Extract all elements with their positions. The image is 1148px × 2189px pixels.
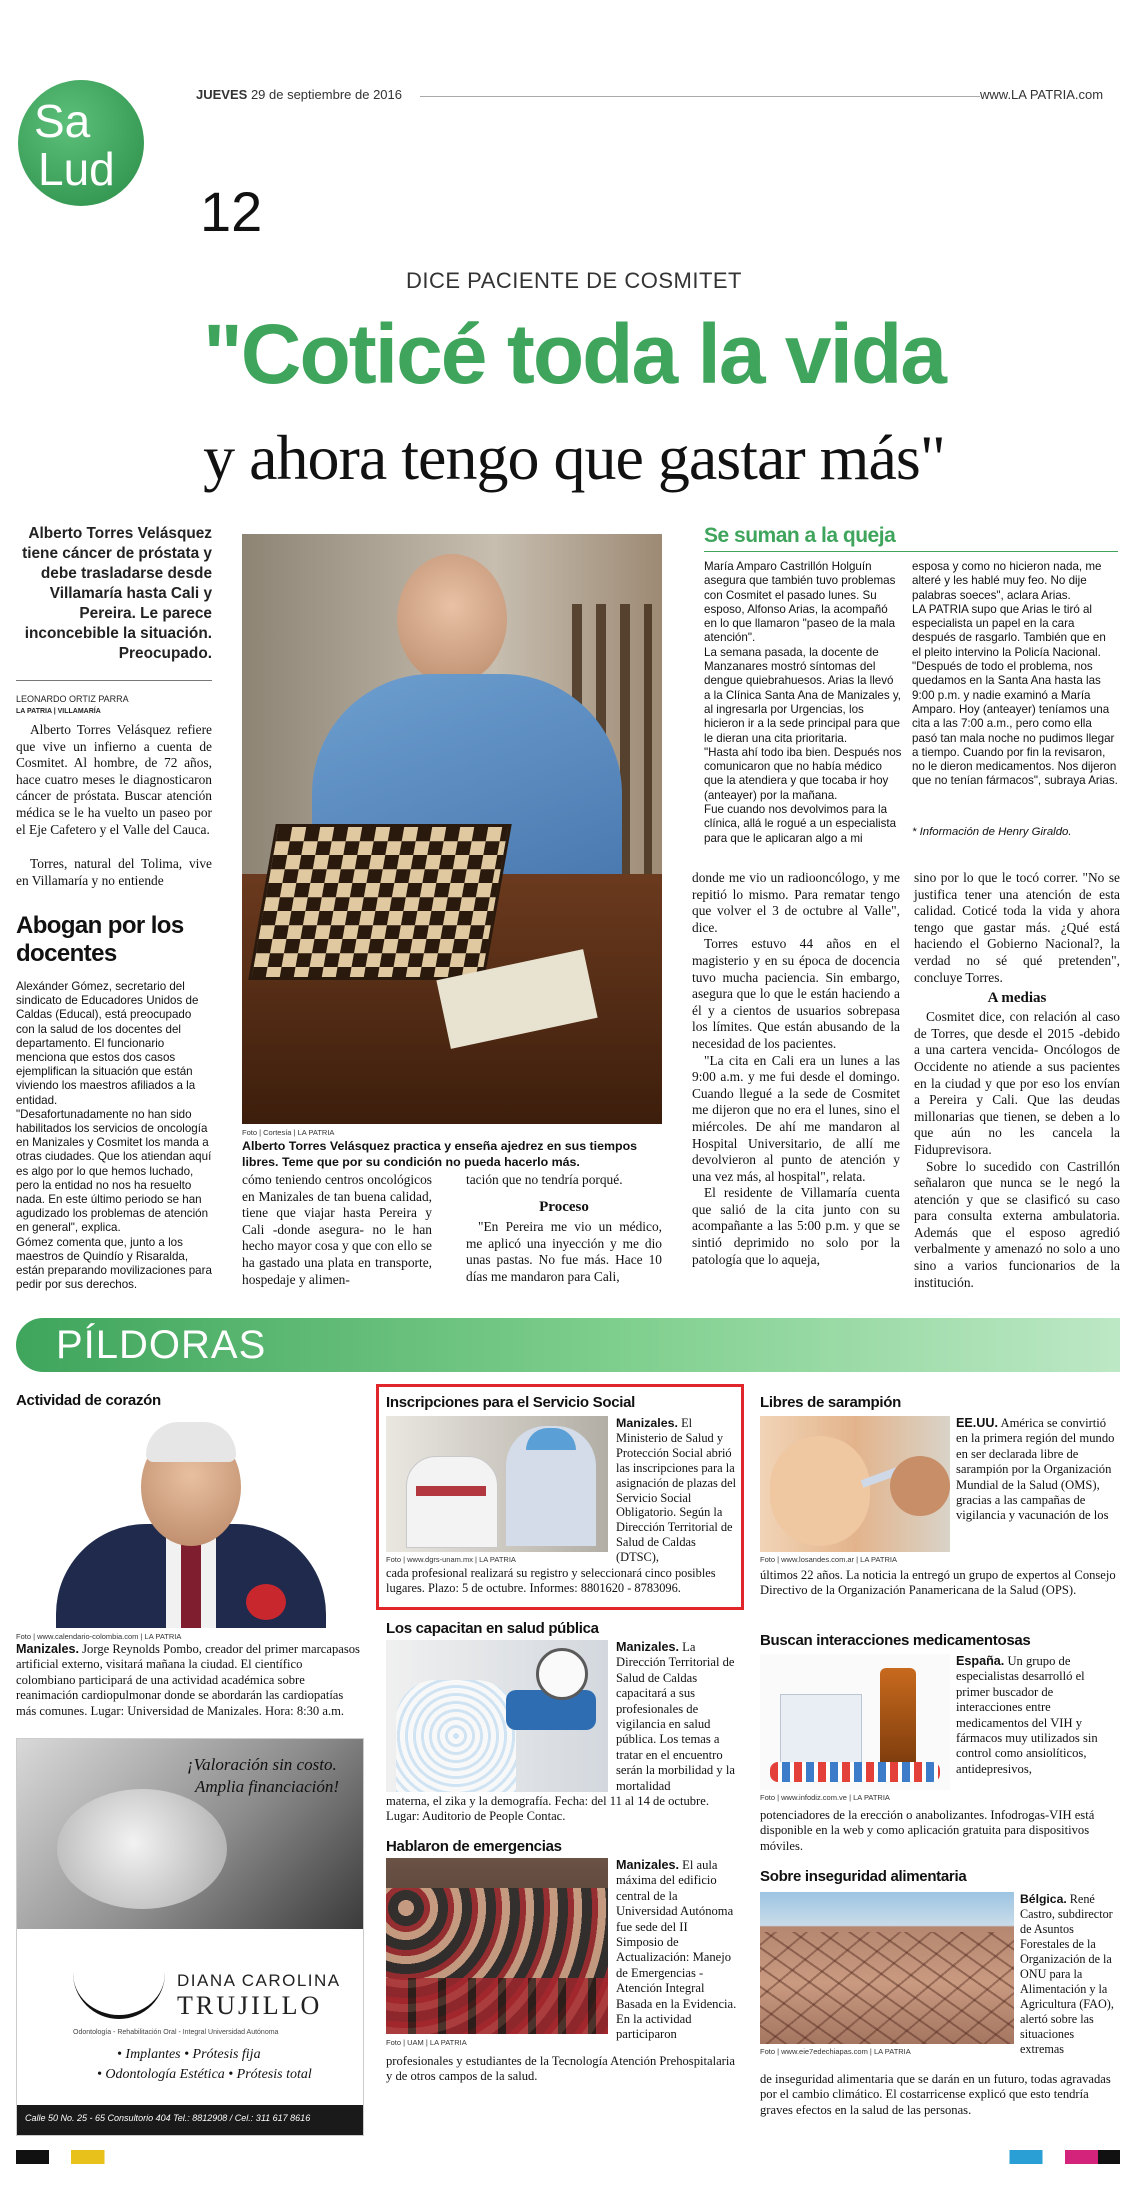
pildora-emergencias-credit: Foto | UAM | LA PATRIA [386, 2038, 467, 2047]
photo-red-stripe [416, 1486, 486, 1496]
queja-col-a: María Amparo Castrillón Holguín asegura que también tuvo problemas con Cosmitet el pasado lunes. Su esposo, Alfonso Arias, la acompañó en lo que llamaron "paseo de la mala atención". La semana pasada, la docente de Manzanares mostró síntomas del dengue quiebrahuesos. Arias la llevó a la Clínica Santa Ana de Manizales y, al ingresarla por Urgencias, los hicieron ir a la sede principal para que le dieran una cita prioritaria. "Hasta ahí todo iba bien. Después nos comunicaron que no había médico que la atendiera y que tocaba ir hoy (anteayer) por la mañana. Fue cuando nos devolvimos para la clínica, allá le rogué a un especialista para que le aplicaran algo a mi [704, 560, 902, 845]
ad-patient-face [57, 1789, 227, 1909]
main-photo-credit: Foto | Cortesía | LA PATRIA [242, 1128, 335, 1137]
author-name: LEONARDO ORTIZ PARRA [16, 694, 129, 704]
article-col1b: Torres, natural del Tolima, vive en Villamaría y no entiende [16, 856, 212, 888]
pildora-capacitan-text [616, 1640, 738, 1794]
queja-col-b: esposa y como no hicieron nada, me alteré y les hablé muy feo. No dije palabras soeces", aclara Arias. LA PATRIA supo que Arias le tiró al especialista un papel en la cara después de rasgarlo. También que en el pleito intervino la Policía Nacional. "Después de todo el problema, nos quedamos en la Santa Ana hasta las 9:00 p.m. y nadie examinó a María Amparo. Hoy (anteayer) teníamos una cita a las 7:00 a.m., pero como ella pasó tan mala noche no pudimos llegar a tiempo. Cuando por fin la revisaron, no le dieron medicamentos. Nos dijeron que no tenían fármacos", subraya Arias. [912, 560, 1118, 788]
pildora-sarampion-text [956, 1416, 1120, 1524]
interacciones-place: España. [956, 1654, 1005, 1668]
col4-p2: Torres estuvo 44 años en el magisterio y en su época de docencia tuvo mucha paciencia. Sin embargo, asegura que lo que le están haciendo a él y a cientos de usuarios sobrepasa los límites. Que están abusando de la necesidad de los pacientes. [692, 936, 900, 1051]
alimentaria-body: René Castro, subdirector de Asuntos Forestales de la Organización de la ONU para la Alimentación y la Agricultura (FAO), alertó sobre las situaciones extremas [1020, 1892, 1114, 2056]
col5-p1: sino por lo que le tocó correr. "No se justifica tener una atención de esta calidad. Coticé toda la vida y ahora tengo que gastar más. ¿Qué está haciendo el Gobierno Nacional?, la verdad no sé qué pretenden", concluye Torres. [914, 870, 1120, 985]
photo-man-head [397, 554, 507, 684]
pildora-alimentaria-text [1020, 1892, 1120, 2057]
photo-patient [406, 1456, 498, 1548]
section-badge-line1: Sa [34, 95, 91, 147]
interacciones-body: Un grupo de especialistas desarrolló el primer buscador de interacciones entre medicamentos del VIH y fármacos muy utilizados sin control como ansiolíticos, antidepresivos, [956, 1654, 1098, 1776]
pildora-emergencias-photo [386, 1858, 608, 2034]
ad-name-1: DIANA CAROLINA [177, 1971, 341, 1990]
pildora-alimentaria-credit: Foto | www.eie7edechiapas.com | LA PATRIA [760, 2047, 911, 2056]
col5-p3: Sobre lo sucedido con Castrillón señalaron que nunca se le negó la atención y que se clasificó su caso para consulta externa ambulatoria. Además que el esposo agredió verbalmente y amenazó no solo a uno sino a varios funcionarios de la institución. [914, 1158, 1120, 1290]
sarampion-place: EE.UU. [956, 1416, 998, 1430]
photo-arm [770, 1436, 870, 1546]
photo-box [780, 1694, 862, 1766]
subhead-medias: A medias [987, 990, 1047, 1007]
pildora-interacciones-text2: potenciadores de la erección o anabolizantes. Infodrogas-VIH está disponible en la web y como aplicación gratuita para dispositivos móviles. [760, 1808, 1095, 1853]
queja-rule [704, 551, 1118, 552]
pildora-sarampion-photo [760, 1416, 950, 1552]
photo-heart-model [246, 1584, 286, 1620]
photo-hand [890, 1456, 950, 1516]
pildora-emergencias-title: Hablaron de emergencias [386, 1838, 562, 1855]
pildora-capacitan-photo [386, 1640, 608, 1792]
col5-p2: Cosmitet dice, con relación al caso de Torres, que desde el 2015 -debido a una cartera vencida- Oncólogos de Occidente no atiende a sus pacientes en la ciudad y que por eso los envían a Pereira y Cali. Que las deudas millonarias que tienen, se deben a lo que aún no les cancela la Fiduprevisora. [914, 1009, 1120, 1157]
alimentaria-place: Bélgica. [1020, 1892, 1067, 1906]
pildora-interacciones-credit: Foto | www.infodiz.com.ve | LA PATRIA [760, 1793, 890, 1802]
pildora-capacitan-title: Los capacitan en salud pública [386, 1620, 599, 1637]
photo-pills [770, 1762, 940, 1782]
pildora-servicio-photo [386, 1416, 608, 1552]
col4-p1: donde me vio un radiooncólogo, y me repitió lo mismo. Para rematar tengo que volver el 3 de octubre al Valle", dice. [692, 870, 900, 935]
photo-tie [181, 1539, 201, 1628]
queja-note: * Información de Henry Giraldo. [912, 826, 1072, 838]
article-col3: tación que no tendría porqué. [466, 1172, 623, 1187]
article-col4 [692, 870, 900, 1268]
col4-p4: El residente de Villamaría cuenta que salió de la cita junto con su acompañante a las 5:00 p.m. y que se sintió deprimido no solo por la patología que lo aqueja, [692, 1185, 900, 1267]
article-lead: Alberto Torres Velásquez tiene cáncer de próstata y debe trasladarse desde Villamaría hasta Cali y Pereira. Le parece inconcebible la situación. Preocupado. [22, 525, 212, 662]
emergencias-body: El aula máxima del edificio central de la Universidad Autónoma fue sede del II Simposio de Actualización: Manejo de Emergencias - Atención Integral Basada en la Evidencia. En la actividad participaron [616, 1858, 737, 2042]
masthead-site: www.LA PATRIA.com [980, 87, 1104, 102]
docentes-p1: Alexánder Gómez, secretario del sindicato de Educadores Unidos de Caldas (Educal), está preocupado con la salud de los docentes del departamento. El funcionario menciona que estos dos casos ejemplifican la situación que están viviendo los maestros afiliados a la entidad. [16, 980, 199, 1107]
ad-bullets-2: • Odontología Estética • Prótesis total [97, 2067, 312, 2082]
sidebar-queja-title: Se suman a la queja [704, 524, 896, 547]
pildora-sarampion-credit: Foto | www.losandes.com.ar | LA PATRIA [760, 1555, 898, 1564]
photo-hair [146, 1422, 236, 1462]
author-desk: LA PATRIA | VILLAMARÍA [16, 708, 101, 715]
print-color-bar [16, 2150, 1120, 2164]
pildora-servicio-text2: cada profesional realizará su registro y seleccionará cinco posibles lugares. Plazo: 5 de octubre. Informes: 8801620 - 8783096. [386, 1566, 716, 1595]
pildora-alimentaria-title: Sobre inseguridad alimentaria [760, 1868, 967, 1885]
photo-seats [386, 1978, 608, 2034]
corazon-body: Jorge Reynolds Pombo, creador del primer marcapasos artificial externo, visitará mañana la ciudad. El científico colombiano participará de una actividad académica sobre reanimación cardiopulmonar donde se abordarán las cardiopatías más comunes. Lugar: Universidad de Manizales. Hora: 8:30 a.m. [16, 1642, 360, 1718]
subhead-proceso: Proceso [539, 1199, 589, 1215]
pildora-sarampion-text2: últimos 22 años. La noticia la entregó un grupo de expertos al Consejo Directivo de la Organización Panamericana de la Salud (OPS). [760, 1568, 1116, 1598]
pildora-alimentaria-photo [760, 1892, 1014, 2044]
pildora-interacciones-title: Buscan interacciones medicamentosas [760, 1632, 1031, 1649]
masthead-date-line [196, 87, 402, 102]
photo-gauge [536, 1648, 588, 1700]
headline-line2: y ahora tengo que gastar más" [203, 422, 945, 493]
ad-name-2: TRUJILLO [177, 1991, 323, 2020]
masthead-rule [420, 96, 980, 97]
servicio-place: Manizales. [616, 1416, 678, 1430]
article-col5 [914, 870, 1120, 1291]
capacitan-body: La Dirección Territorial de Salud de Caldas capacitará a sus profesionales de vigilancia en salud pública. Los temas a tratar en el encuentro serán la morbilidad y la mortalidad [616, 1640, 735, 1793]
pildora-interacciones-text [956, 1654, 1120, 1777]
pildora-servicio-title: Inscripciones para el Servicio Social [386, 1394, 636, 1411]
ad-headline-2: Amplia financiación! [195, 1777, 340, 1796]
photo-patient-gown [396, 1680, 516, 1792]
photo-chessboard [248, 824, 512, 980]
pildora-interacciones-photo [760, 1654, 950, 1790]
pildora-corazon-credit: Foto | www.calendario-colombia.com | LA PATRIA [16, 1632, 182, 1641]
ad-logo-icon [73, 1971, 165, 2019]
masthead-day: JUEVES [196, 87, 248, 102]
pildora-servicio-credit: Foto | www.dgrs-unam.mx | LA PATRIA [386, 1555, 516, 1564]
main-photo-caption: Alberto Torres Velásquez practica y enseña ajedrez en sus tiempos libres. Teme que por su condición no pueda hacerlo más. [242, 1139, 638, 1169]
pildora-corazon-photo [16, 1414, 362, 1628]
ad-address: Calle 50 No. 25 - 65 Consultorio 404 Tel.: 8812908 / Cel.: 311 617 8616 [25, 2113, 311, 2123]
servicio-body: El Ministerio de Salud y Protección Social abrió las inscripciones para la asignación de plazas del Servicio Social Obligatorio. Según la Dirección Territorial de Salud de Caldas (DTSC), [616, 1416, 737, 1565]
dental-ad [16, 1738, 364, 2136]
ad-subtitle: Odontología - Rehabilitación Oral - Integral Universidad Autónoma [73, 2029, 279, 2036]
article-col3b: "En Pereira me vio un médico, me aplicó una inyección y me dio unas pastas. No fue más. Hace 10 días me mandaron para Cali, [466, 1219, 662, 1284]
pildora-corazon-title: Actividad de corazón [16, 1392, 161, 1409]
pildora-capacitan-text2: materna, el zika y la demografía. Fecha: del 11 al 14 de octubre. Lugar: Auditorio de People Contac. [386, 1794, 709, 1824]
headline-line1: "Coticé toda la vida [202, 307, 945, 401]
article-col2: cómo teniendo centros oncológicos en Manizales de tan buena calidad, tiene que viajar hasta Pereira y Cali -donde asegura- no le han hecho mayor cosa y que con ello se ha gastado una plata en transporte, hospedaje y alimen- [242, 1172, 433, 1287]
docentes-p2: "Desafortunadamente no han sido habilitados los servicios de oncología en Manizales y Cosmitet los manda a otras ciudades. Que los atiendan aquí es algo por lo que hemos luchado, pero la entidad no nos ha resuelto nada. En este último periodo se han agudizado los problemas de atención en general", explica. [16, 1107, 212, 1235]
section-badge-line2: Lud [38, 143, 115, 195]
corazon-place: Manizales. [16, 1642, 79, 1656]
col4-p3: "La cita en Cali era un lunes a las 9:00 a.m. y me fui desde el domingo. Cuando llegué a la sede de Cosmitet me dijeron que no era el lunes, sino el miércoles. De ahí me mandaron al Hospital Universitario, de allí me devolvieron al punto de atención y una vez más, al hospital", relata. [692, 1052, 900, 1184]
pildoras-title: PÍLDORAS [56, 1323, 267, 1367]
sarampion-body: América se convirtió en la primera región del mundo en ser declarada libre de sarampión por la Organización Mundial de la Salud (OMS), gracias a las campañas de vigilancia y vacunación de los [956, 1416, 1115, 1523]
pildora-emergencias-text2: profesionales y estudiantes de la Tecnología Atención Prehospitalaria y de otros campos de la salud. [386, 2054, 735, 2084]
pildora-sarampion-title: Libres de sarampión [760, 1394, 902, 1411]
photo-cracked-ground [760, 1932, 1014, 2044]
ad-headline-1: ¡Valoración sin costo. [187, 1755, 337, 1774]
pildora-emergencias-text [616, 1858, 738, 2043]
pildora-servicio-text [616, 1416, 738, 1565]
emergencias-place: Manizales. [616, 1858, 679, 1872]
capacitan-place: Manizales. [616, 1640, 679, 1654]
sidebar-docentes-title: Abogan por los docentes [16, 912, 184, 967]
ad-bullets-1: • Implantes • Prótesis fija [117, 2047, 261, 2062]
sidebar-docentes-body [16, 980, 212, 1292]
article-kicker: DICE PACIENTE DE COSMITET [405, 268, 742, 293]
pildora-alimentaria-text2: de inseguridad alimentaria que se darán en un futuro, todas agravadas por el cambio climático. El costarricense explicó que esto tendría graves efectos en la salud de las personas. [760, 2072, 1111, 2117]
pildora-corazon-text [16, 1642, 360, 1719]
article-col1: Alberto Torres Velásquez refiere que vive un infierno a cuenta de Cosmitet. Al hombre, de 72 años, hace cuatro meses le diagnosticaron cáncer de próstata. Buscar atención médica se le ha vuelto un paseo por el Eje Cafetero y el Valle del Cauca. [16, 722, 212, 837]
page-number: 12 [200, 180, 263, 243]
main-photo-chess-player [242, 534, 662, 1124]
masthead-date: 29 de septiembre de 2016 [250, 87, 402, 102]
docentes-p3: Gómez comenta que, junto a los maestros de Quindío y Risaralda, están preparando movilizaciones para pedir por sus derechos. [16, 1235, 212, 1292]
lead-rule [16, 680, 212, 681]
photo-bottle [880, 1668, 916, 1768]
